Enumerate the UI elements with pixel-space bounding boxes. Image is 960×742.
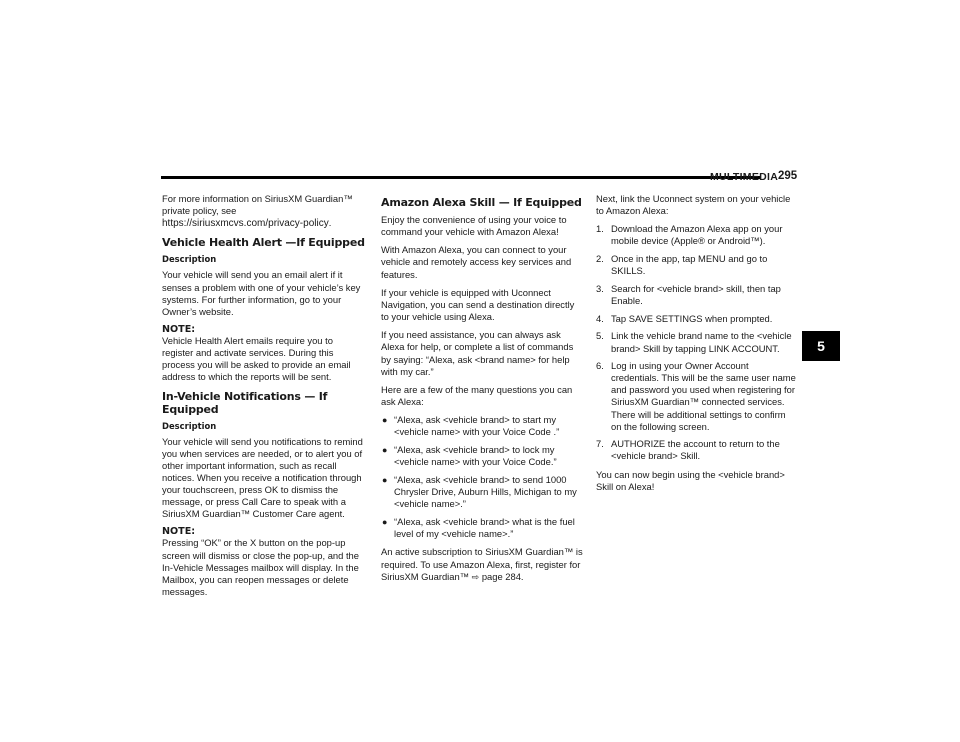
step-number: 7. [596,438,604,450]
column-middle [381,193,583,589]
vha-heading: Vehicle Health Alert —If Equipped [162,236,365,250]
step-number: 2. [596,253,604,265]
list-item [596,360,798,433]
list-item [381,474,583,510]
step-number: 5. [596,330,604,342]
step-text: Search for <vehicle brand> skill, then tap Enable. [611,282,781,307]
step-text: Log in using your Owner Account credentials. This will be the same user name and password you used when registering for SiriusXM Guardian™ connected services. There will be additional settings to confirm on the following screen. [611,360,796,432]
column-right [596,193,798,499]
alexa-p4: If you need assistance, you can always ask Alexa for help, or complete a list of commands by saying: “Alexa, ask <brand name> for help with my car.” [381,329,574,377]
step-number: 6. [596,360,604,372]
list-item [596,330,798,354]
header-rule [161,176,761,179]
ivn-body: Your vehicle will send you notifications to remind you when services are needed, or to alert you of other important information, such as recall notices. When you receive a notification through your touchscreen, press OK to dismiss the message, or press Call Care to speak with a SiriusXM Guardian™ Customer Care agent. [162,435,363,520]
bullet-icon: ● [382,517,388,528]
ivn-heading: In-Vehicle Notifications — If Equipped [162,389,328,416]
step-text: Tap SAVE SETTINGS when prompted. [611,312,773,324]
link-steps-list [596,223,798,462]
step-text: Download the Amazon Alexa app on your mobile device (Apple® or Android™). [611,223,783,247]
section-title: MULTIMEDIA [710,171,779,183]
bullet-text: “Alexa, ask <vehicle brand> to lock my <vehicle name> with your Voice Code.” [394,444,557,468]
ivn-note-text: Pressing “OK” or the X button on the pop-up screen will dismiss or close the pop-up, and the In-Vehicle Messages mailbox will display. In the Mailbox, you can reopen messages or delete messages. [162,537,359,597]
bullet-text: “Alexa, ask <vehicle brand> to start my <vehicle name> with your Voice Code .” [394,414,560,438]
list-item [596,283,798,307]
bullet-icon: ● [382,445,388,456]
subscription-text: An active subscription to SiriusXM Guardian™ is required. To use Amazon Alexa, first, register for SiriusXM Guardian™ [381,546,583,582]
list-item [596,223,798,247]
step-text: Link the vehicle brand name to the <vehicle brand> Skill by tapping LINK ACCOUNT. [611,330,792,354]
alexa-p1: Enjoy the convenience of using your voice to command your vehicle with Amazon Alexa! [381,214,567,238]
bullet-text: “Alexa, ask <vehicle brand> to send 1000 Chrysler Drive, Auburn Hills, Michigan to my <vehicle name>.” [394,474,577,510]
alexa-questions-list [381,414,583,540]
step-number: 1. [596,223,604,235]
ivn-note-label: NOTE: [162,526,196,538]
privacy-period: . [328,217,332,229]
step-text: Once in the app, tap MENU and go to SKILLS. [611,253,768,277]
privacy-text: For more information on SiriusXM Guardian™ private policy, see [162,193,353,217]
list-item [381,444,583,468]
list-item [381,516,583,540]
privacy-link[interactable]: https://siriusxmcvs.com/privacy-policy [162,218,329,230]
step-number: 4. [596,312,604,324]
step-text: AUTHORIZE the account to return to the <vehicle brand> Skill. [611,438,780,462]
alexa-heading: Amazon Alexa Skill — If Equipped [381,196,582,209]
page-number: 295 [778,170,798,182]
page-reference-arrow-icon: ⇨ [471,571,480,582]
link-intro: Next, link the Uconnect system on your vehicle to Amazon Alexa: [596,193,791,217]
step-number: 3. [596,282,604,294]
alexa-p6 [381,546,583,582]
list-item [596,253,798,277]
vha-subheading: Description [162,254,217,265]
column-left [162,193,365,604]
vha-body: Your vehicle will send you an email alert if it senses a problem with one of your vehicle’s key systems. For further information, go to your Owner’s website. [162,269,361,317]
vha-note-text: Vehicle Health Alert emails require you to register and activate services. During this process you will be asked to provide an email address to which the reports will be sent. [162,335,351,383]
list-item [596,313,798,325]
alexa-p2: With Amazon Alexa, you can connect to your vehicle and remotely access key services and features. [381,244,572,280]
alexa-p3: If your vehicle is equipped with Uconnect Navigation, you can send a destination directly to your vehicle using Alexa. [381,286,575,323]
bullet-icon: ● [382,475,388,486]
list-item [381,414,583,438]
privacy-paragraph [162,193,365,230]
alexa-p5: Here are a few of the many questions you can ask Alexa: [381,383,573,407]
page-reference-link[interactable]: page 284. [481,570,524,582]
list-item [596,438,798,462]
link-outro: You can now begin using the <vehicle brand> Skill on Alexa! [596,468,785,492]
chapter-tab: 5 [802,331,840,361]
ivn-subheading: Description [162,420,217,431]
vha-note-label: NOTE: [162,324,196,336]
bullet-text: “Alexa, ask <vehicle brand> what is the fuel level of my <vehicle name>.” [394,516,575,540]
bullet-icon: ● [382,415,388,426]
